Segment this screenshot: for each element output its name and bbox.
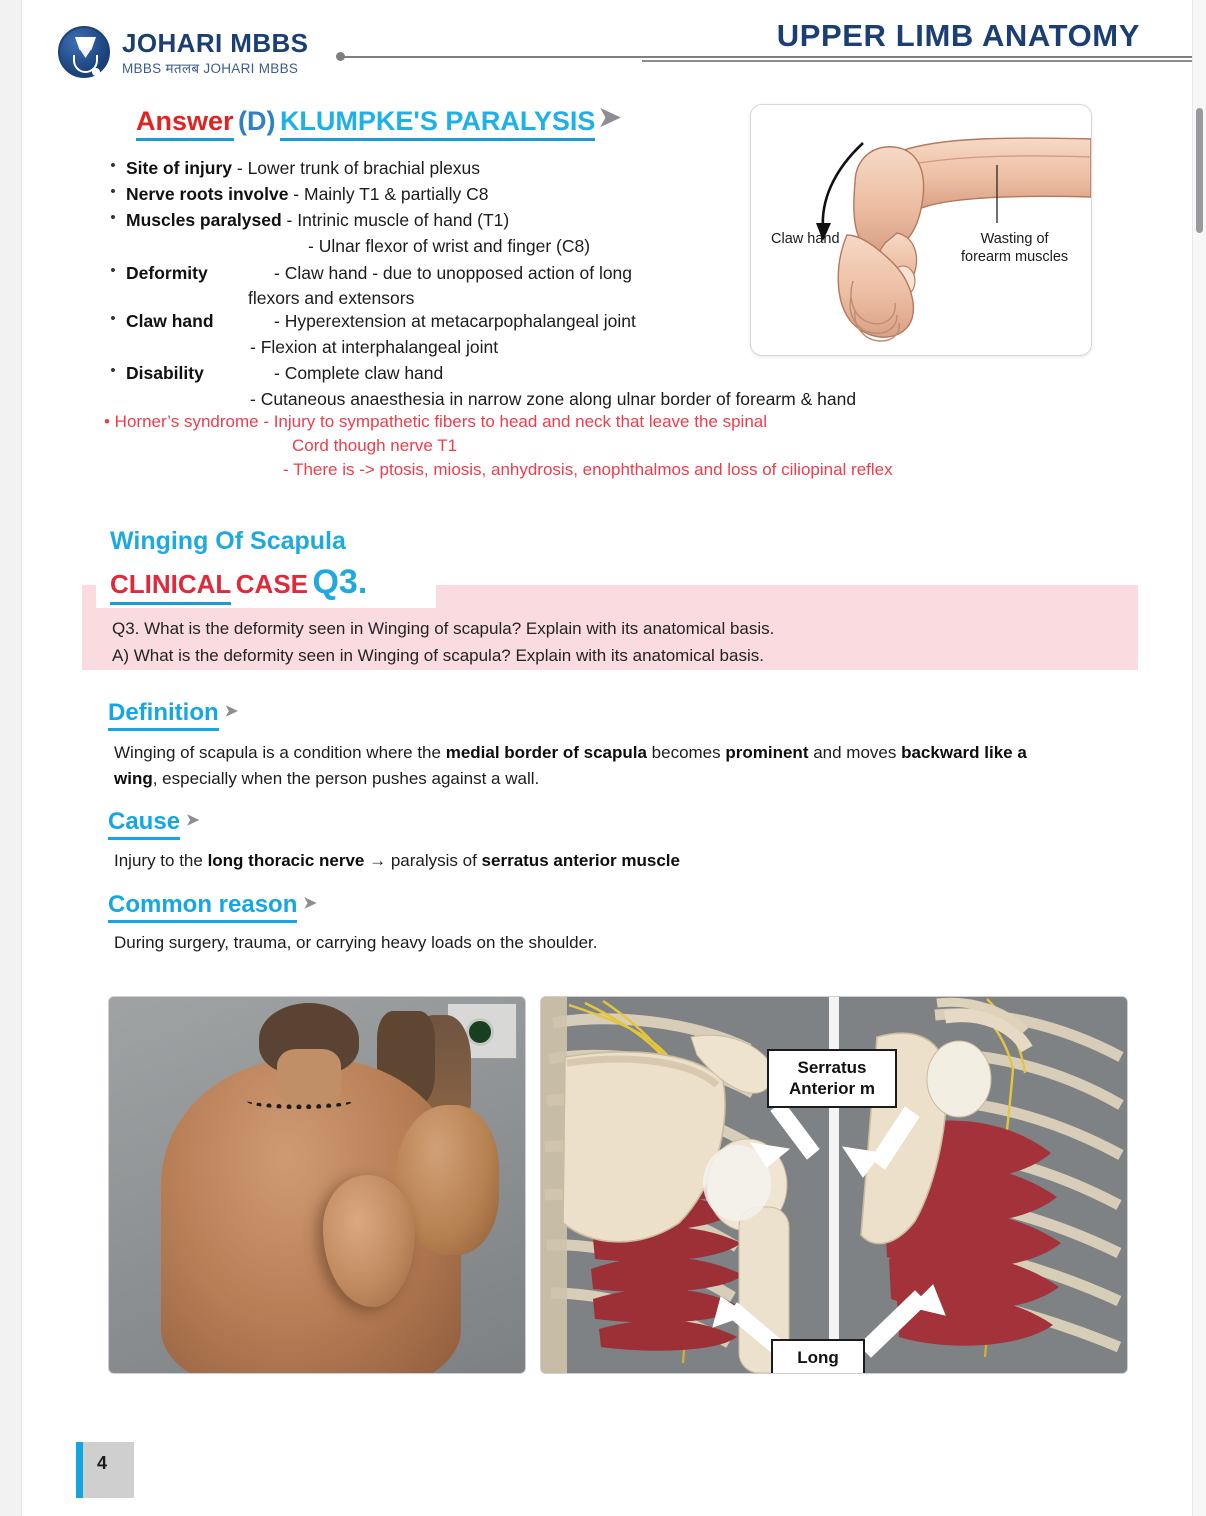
disability-text: - Complete claw hand <box>274 363 444 383</box>
deformity-label: Deformity <box>126 263 208 283</box>
muscles-second-line: - Ulnar flexor of wrist and finger (C8) <box>308 236 591 256</box>
horner-line-3: - There is -> ptosis, miosis, anhydrosis, enophthalmos and loss of ciliopinal reflex <box>283 460 893 479</box>
chevron-right-icon: ➤ <box>598 102 622 132</box>
clawhand-text-line2: - Flexion at interphalangeal joint <box>250 337 499 357</box>
cause-heading <box>108 808 199 836</box>
bullet-deformity <box>100 260 632 287</box>
wasting-label-line2: forearm muscles <box>961 249 1069 266</box>
common-reason-heading <box>108 891 317 919</box>
question-number: Q3. <box>312 563 368 601</box>
winging-section-title: Winging Of Scapula <box>110 527 346 555</box>
left-gutter <box>0 0 22 1516</box>
def-b1: medial border of scapula <box>445 743 647 762</box>
clawhand-label: Claw hand <box>126 311 214 331</box>
deformity-text-line2: flexors and extensors <box>248 288 415 308</box>
wasting-label-line1: Wasting of <box>980 231 1049 247</box>
def-t3: and moves <box>808 743 902 762</box>
definition-heading <box>108 699 238 727</box>
header-divider-line <box>344 56 1192 59</box>
horner-line-2: Cord though nerve T1 <box>292 436 458 455</box>
bullet-dot-icon: • <box>110 362 116 379</box>
bullet-dot-icon: • <box>110 209 116 226</box>
johari-logo-icon <box>58 26 110 78</box>
cause-b2: serratus anterior muscle <box>481 851 680 870</box>
chevron-right-icon: ➤ <box>224 703 239 720</box>
bullet-text: Intrinic muscle of hand (T1) <box>297 210 510 230</box>
brand-tagline: MBBS मतलब JOHARI MBBS <box>122 61 299 77</box>
bullet-dot-icon: • <box>110 157 116 174</box>
def-t1: Winging of scapula is a condition where the <box>114 743 446 762</box>
answer-label: Answer <box>136 106 234 141</box>
case-word: CASE <box>235 569 309 599</box>
clinical-case-heading <box>110 563 367 602</box>
definition-heading-text: Definition <box>108 699 219 731</box>
bullet-text: Lower trunk of brachial plexus <box>247 158 481 178</box>
def-b2: prominent <box>725 743 809 762</box>
serratus-callout-line2: Anterior m <box>789 1078 875 1098</box>
page-number: 4 <box>97 1453 108 1473</box>
brand-block <box>122 30 308 77</box>
page-header <box>0 0 1192 92</box>
bullet-disability <box>100 360 443 387</box>
deformity-text: - Claw hand - due to unopposed action of long <box>274 263 633 283</box>
cause-heading-text: Cause <box>108 808 180 840</box>
chevron-right-icon: ➤ <box>186 812 200 829</box>
serratus-anterior-callout <box>767 1049 897 1108</box>
definition-paragraph <box>114 740 1044 792</box>
cause-paragraph <box>114 848 680 874</box>
bullet-site-of-injury <box>100 155 480 182</box>
clinical-question-text: Q3. What is the deformity seen in Winging of scapula? Explain with its anatomical basis. <box>112 619 775 638</box>
cause-b1: long thoracic nerve <box>207 851 365 870</box>
bullet-text: Mainly T1 & partially C8 <box>304 184 489 204</box>
brand-name: JOHARI MBBS <box>122 28 309 58</box>
clawhand-text: - Hyperextension at metacarpophalangeal joint <box>274 311 636 331</box>
claw-hand-label: Claw hand <box>771 231 840 247</box>
header-title-rule <box>642 60 1192 62</box>
answer-heading <box>136 104 621 135</box>
clinical-answer-text: A) What is the deformity seen in Winging of scapula? Explain with its anatomical basis. <box>112 646 764 665</box>
page-title: UPPER LIMB ANATOMY <box>776 18 1140 53</box>
bullet-dot-icon: • <box>110 262 116 279</box>
bullet-dash: - <box>293 184 300 204</box>
bullet-label: Site of injury <box>126 158 232 178</box>
vertical-scrollbar-thumb[interactable] <box>1196 108 1203 233</box>
claw-hand-figure <box>750 104 1092 356</box>
def-t2: becomes <box>646 743 726 762</box>
clinical-word: CLINICAL <box>110 569 231 605</box>
disability-label: Disability <box>126 363 204 383</box>
disability-text-line2: - Cutaneous anaesthesia in narrow zone along ulnar border of forearm & hand <box>250 389 857 409</box>
long-thoracic-callout: Long <box>771 1339 865 1374</box>
bullet-dash: - <box>286 210 293 230</box>
def-b3: backward like a wing <box>114 743 1027 788</box>
wasting-label <box>961 230 1068 266</box>
bullet-label: Nerve roots involve <box>126 184 289 204</box>
bullet-dot-icon: • <box>110 183 116 200</box>
common-reason-heading-text: Common reason <box>108 891 297 923</box>
bullet-label: Muscles paralysed <box>126 210 282 230</box>
bullet-claw-hand <box>100 308 636 335</box>
bullet-dot-icon: • <box>110 310 116 327</box>
bullet-muscles-paralysed <box>100 207 509 234</box>
bullet-dash: - <box>236 158 243 178</box>
bullet-nerve-roots <box>100 181 488 208</box>
horner-line-1: • Horner’s syndrome - Injury to sympathetic fibers to head and neck that leave the spinal <box>104 412 767 431</box>
serratus-anterior-illustration <box>540 996 1128 1374</box>
cause-t1: Injury to the <box>114 851 208 870</box>
right-gutter <box>1192 0 1206 1516</box>
common-reason-paragraph: During surgery, trauma, or carrying heavy loads on the shoulder. <box>114 933 598 952</box>
chevron-right-icon: ➤ <box>303 895 317 912</box>
page-number-tab <box>76 1442 134 1498</box>
winged-scapula-photo <box>108 996 526 1374</box>
serratus-callout-line1: Serratus <box>797 1058 867 1077</box>
answer-option: (D) <box>238 106 276 136</box>
answer-condition: KLUMPKE'S PARALYSIS <box>280 106 595 141</box>
necklace <box>247 1093 353 1109</box>
cause-t2: → paralysis of <box>364 851 482 870</box>
def-t4: , especially when the person pushes against a wall. <box>152 768 540 788</box>
